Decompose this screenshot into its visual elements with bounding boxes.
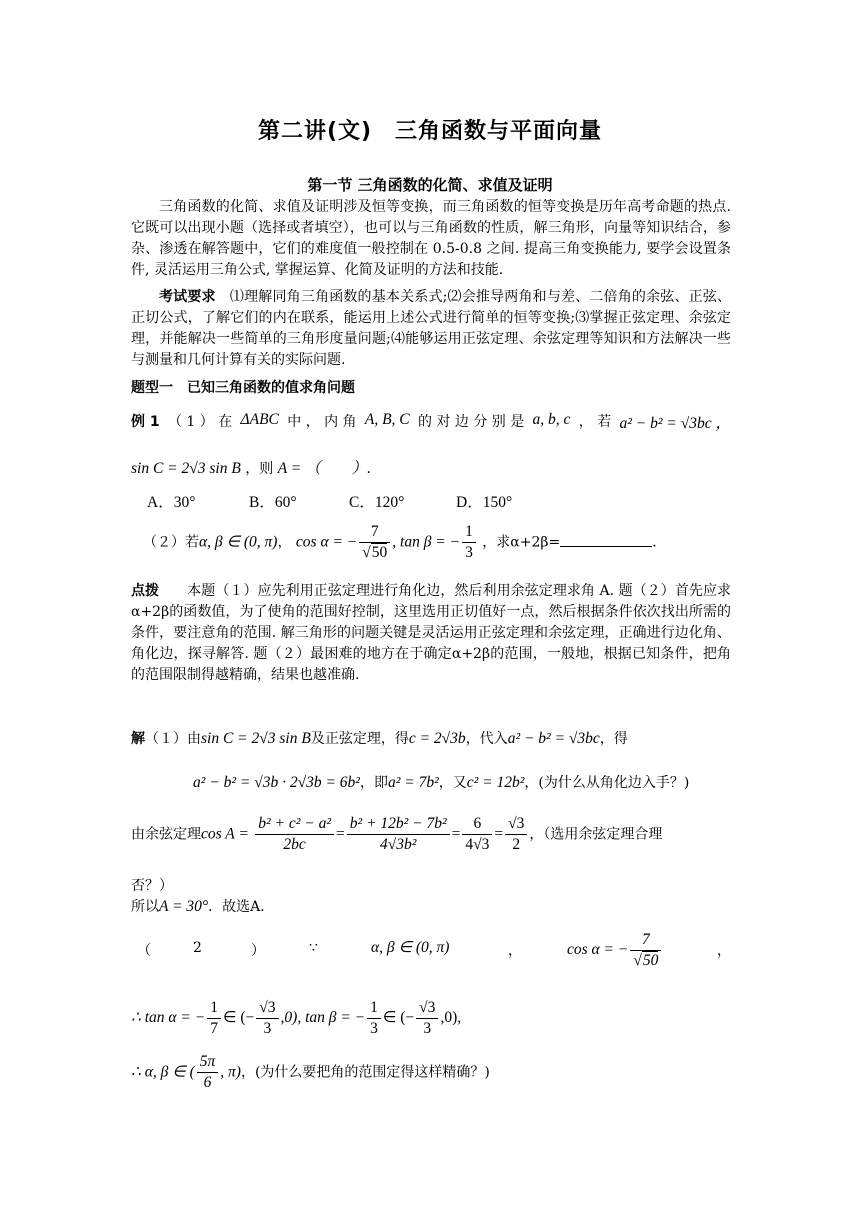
fraction-numerator: b² + 12b² − 7b² — [347, 814, 450, 835]
hint-text: 本题（１）应先利用正弦定理进行角化边，然后利用余弦定理求角 A. 题（２）首先应求α+2β的函数值，为了使角的范围好控制，这里选用正切值好一点，然后根据条件依次找出所需的条件，要注意角的范围. 解三角形的问题关键是灵活运用正弦定理和余弦定理，正确进行边化角、角化边，探寻解答. 题（２）最困难的地方在于确定α+2β的范围，一般地，根据已知条件，把角的范围限制得越精确，结果也越准确. — [131, 583, 731, 683]
solution-text: 及正弦定理，得 — [310, 731, 409, 747]
fraction-numerator: 7 — [630, 930, 661, 951]
fraction-denominator: 2bc — [283, 836, 306, 853]
fraction-denominator: √50 — [362, 544, 388, 561]
example-text: ，则 — [245, 461, 274, 477]
fraction-denominator: 4√3b² — [379, 836, 417, 853]
fraction — [416, 998, 438, 1039]
example-condition: a² − b² = √3bc ， — [619, 415, 731, 432]
fraction — [462, 522, 476, 563]
example-angles: A, B, C — [364, 411, 410, 428]
fraction — [347, 814, 450, 855]
solution-text: ，即 — [359, 775, 388, 791]
example-sides: a, b, c — [532, 411, 571, 428]
example-text: . — [652, 534, 657, 551]
example-triangle: ΔABC — [240, 411, 279, 428]
solution-text: ，(为什么要把角的范围定得这样精确？) — [240, 1064, 490, 1081]
solution-text: （ — [137, 943, 151, 959]
solution-line-3: 由余弦定理cos A = $\frac{\text{b² + c² − a²}}{2bc}$ = $\frac{\text{b² + 12b² − 7b²}}{\text{4√3b²}}$ = $\frac{6}{4√3}$ = $\frac{√3}{2}$ ，（选用余弦定理合理 — [131, 815, 663, 853]
requirements-text: ⑴理解同角三角函数的基本关系式;⑵会推导两角和与差、二倍角的余弦、正弦、正切公式，了解它们的内在联系，能运用上述公式进行简单的恒等变换;⑶掌握正弦定理、余弦定理，并能解决一些简单的三角形度量问题;⑷能够运用正弦定理、余弦定理等知识和方法解决一些与测量和几何计算有关的实际问题. — [131, 289, 732, 368]
solution-equation: a² − b² = √3b · 2√3b = 6b² — [193, 774, 360, 791]
example-text: ， 若 — [578, 414, 612, 430]
fraction-denominator: 3 — [423, 1020, 432, 1037]
solution-equation: c = 2√3b — [408, 730, 466, 747]
solution-text: 由余弦定理 — [131, 826, 201, 843]
fraction — [505, 814, 527, 855]
example-text: 的 对 边 分 别 是 — [417, 414, 525, 430]
solution-equation: ,0), — [440, 1009, 462, 1027]
fraction-denominator: 2 — [512, 836, 521, 853]
example-set: α, β ∈ (0, π) — [199, 533, 278, 551]
fraction-denominator: 3 — [370, 1020, 378, 1037]
fraction — [256, 998, 278, 1039]
solution-line-1 — [131, 728, 628, 748]
solution-equation: ∈ (− — [222, 1009, 255, 1027]
type-heading: 题型一 已知三角函数的值求角问题 — [131, 380, 355, 396]
example-cos: cos α = − — [295, 533, 358, 551]
because-symbol: ∵ — [309, 940, 318, 956]
fraction — [359, 522, 390, 563]
fraction-numerator: √3 — [505, 814, 527, 835]
solution-equation: ∴ tan α = − — [131, 1009, 206, 1027]
solution-text: ，（选用余弦定理合理 — [529, 826, 663, 843]
requirements-paragraph — [131, 287, 731, 371]
solution-equation: sin C = 2√3 sin B — [201, 730, 311, 747]
solution-text: ．故选A． — [208, 899, 275, 915]
solution-equation: ∴ α, β ∈ ( — [131, 1063, 195, 1081]
example-tan: , tan β = − — [392, 533, 461, 551]
example-ask: ，求α+2β= — [482, 534, 561, 551]
fraction-denominator: 4√3 — [465, 836, 490, 853]
radicand: 50 — [642, 952, 659, 969]
example-text: 中 ， 内 角 — [287, 414, 357, 430]
solution-equation: α, β ∈ (0, π) — [371, 939, 450, 956]
fraction-numerator: 5π — [197, 1052, 219, 1073]
fraction-numerator: 6 — [462, 814, 492, 835]
radicand: 50 — [371, 544, 388, 561]
solution-equation: cos α = − — [567, 941, 629, 959]
solution-line-5 — [131, 896, 274, 916]
example-text: （ 1 ） 在 — [167, 414, 233, 430]
fraction — [207, 998, 221, 1039]
solution-line-4: 否？） — [131, 878, 173, 894]
solution-text: 所以 — [131, 899, 159, 915]
fraction — [255, 814, 334, 855]
solution-equation: ∈ (− — [382, 1009, 415, 1027]
fraction-numerator: √3 — [256, 998, 278, 1019]
hint-label: 点拨 — [131, 583, 160, 599]
fraction-numerator: 1 — [367, 998, 381, 1019]
solution-tan-line — [131, 998, 461, 1039]
solution-part2-line — [131, 930, 731, 970]
fraction-denominator: √50 — [633, 952, 659, 969]
solution-label: 解 — [131, 731, 145, 747]
example-label: 例 1 — [131, 414, 160, 430]
solution-equation: A = 30° — [159, 898, 209, 915]
example-text: （２）若 — [143, 534, 199, 551]
fraction — [462, 814, 492, 855]
solution-text: ， — [717, 943, 731, 959]
solution-equation: , π) — [220, 1063, 241, 1081]
example-line-1 — [131, 411, 731, 433]
solution-text: ） — [251, 943, 265, 959]
solution-range-line — [131, 1052, 490, 1093]
solution-text: ，又 — [438, 775, 467, 791]
solution-line-2 — [193, 772, 689, 792]
intro-paragraph: 三角函数的化简、求值及证明涉及恒等变换，而三角函数的恒等变换是历年高考命题的热点. 它既可以出现小题（选择或者填空），也可以与三角函数的性质，解三角形，向量等知识结合，参杂、渗透在解答题中，它们的难度值一般控制在 0.5-0.8 之间. 提高三角变换能力, 要学会设置条件, 灵活运用三角公式, 掌握运算、化简及证明的方法和技能. — [131, 199, 731, 278]
fraction — [367, 998, 381, 1039]
fraction — [630, 930, 661, 971]
fraction-numerator: √3 — [416, 998, 438, 1019]
solution-cos — [567, 930, 663, 971]
fraction-denominator: 3 — [465, 544, 473, 561]
fraction-denominator: 3 — [263, 1020, 272, 1037]
option-a: A．30° — [147, 494, 196, 511]
answer-blank[interactable] — [560, 532, 652, 547]
option-c: C．120° — [349, 494, 405, 511]
fraction-numerator: b² + c² − a² — [255, 814, 334, 835]
example-line-2 — [131, 456, 371, 478]
option-b: B．60° — [249, 494, 297, 511]
section-title: 第一节 三角函数的化简、求值及证明 — [307, 176, 553, 194]
solution-text: ，(为什么从角化边入手？) — [524, 775, 690, 791]
solution-equation: cos A = — [201, 825, 249, 843]
fraction-numerator: 1 — [207, 998, 221, 1019]
fraction-numerator: 7 — [359, 522, 390, 543]
page-title: 第二讲(文) 三角函数与平面向量 — [257, 119, 603, 144]
solution-text: （１）由 — [145, 731, 201, 747]
example-equation: sin C = 2√3 sin B — [131, 460, 241, 477]
solution-equation: a² = 7b² — [387, 774, 439, 791]
fraction — [197, 1052, 219, 1093]
solution-text: ，得 — [599, 731, 628, 747]
fraction-denominator: 7 — [210, 1020, 218, 1037]
solution-equation: c² = 12b² — [466, 774, 525, 791]
solution-text: ，代入 — [465, 731, 508, 747]
solution-text: ， — [508, 943, 522, 959]
option-d: D．150° — [456, 494, 513, 511]
example-question: A = （ ）. — [277, 460, 372, 477]
solution-equation: ,0), tan β = − — [280, 1009, 366, 1027]
solution-text: 2 — [193, 940, 202, 956]
example-part-2: （２）若α, β ∈ (0, π)， cos α = − $\frac{7}{√50}$ , tan β = − $\frac{1}{3}$ ，求α+2β= . — [143, 523, 657, 561]
requirements-label: 考试要求 — [159, 289, 216, 305]
hint-paragraph — [131, 581, 731, 686]
fraction-denominator: 6 — [203, 1074, 212, 1091]
fraction-numerator: 1 — [462, 522, 476, 543]
solution-equation: a² − b² = √3bc — [507, 730, 600, 747]
